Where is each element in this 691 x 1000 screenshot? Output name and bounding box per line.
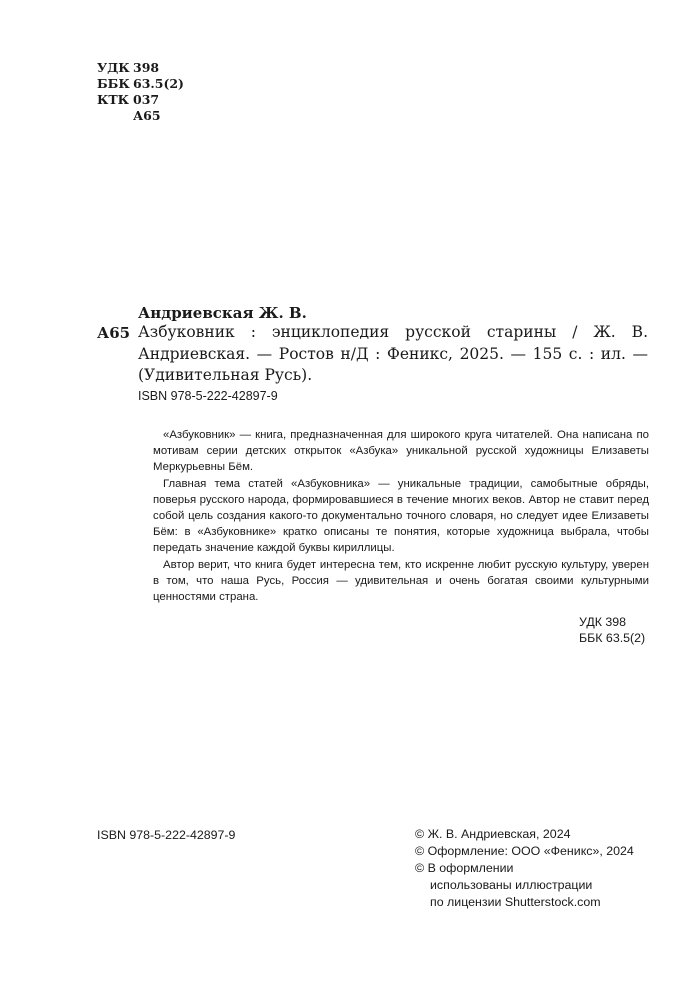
code-value: 398 [133,60,160,75]
copyright-license: по лицензии Shutterstock.com [430,895,601,909]
copyright-block [415,826,634,911]
annotation [153,427,649,605]
code-key: ББК [97,76,130,91]
code-key: УДК [97,60,130,75]
classification-bottom-right [579,614,645,646]
code-key: КТК [97,92,130,107]
udk-code-row [97,60,184,76]
copyright-author: © Ж. В. Андриевская, 2024 [415,827,571,841]
code-key [97,108,133,124]
bbk-code-row [97,76,184,92]
copyright-design: © Оформление: ООО «Феникс», 2024 [415,844,634,858]
author-sign-row [97,108,184,124]
code-value: А65 [133,108,161,123]
ktk-code-row [97,92,184,108]
code-value: 037 [133,92,160,107]
udk-label: УДК 398 [579,615,627,629]
bbk-label: ББК 63.5(2) [579,631,646,646]
copyright-illustrations: © В оформлении [415,861,514,875]
author-mark: А65 [97,324,131,342]
annotation-paragraph: Автор верит, что книга будет интересна тем, кто искренне любит русскую культуру, уверен в том, что наша Русь, Россия — удивительная и очень богатая своими культурными ценностями страна. [153,558,649,604]
author-heading: Андриевская Ж. В. [138,304,307,322]
isbn-bottom: ISBN 978-5-222-42897-9 [97,828,236,842]
classification-codes-block [97,60,184,124]
isbn-top: ISBN 978-5-222-42897-9 [138,389,278,403]
bibliographic-description: Азбуковник : энциклопедия русской старины / Ж. В. Андриевская. — Ростов н/Д : Феникс, 2025. — 155 с. : ил. — (Удивительная Русь). [138,323,648,384]
annotation-paragraph: Главная тема статей «Азбуковника» — уникальные традиции, самобытные обряды, поверья русского народа, формировавшиеся в течение многих веков. Автор не ставит перед собой цель создания какого-то документально точного словаря, но следует идее Елизаветы Бём: в «Азбуковнике» кратко описаны те понятия, которые художница выбрала, чтобы передать значение каждой буквы кириллицы. [153,477,649,555]
annotation-paragraph: «Азбуковник» — книга, предназначенная для широкого круга читателей. Она написана по мотивам серии детских открыток «Азбука» уникальной русской художницы Елизаветы Меркурьевны Бём. [153,429,649,474]
code-value: 63.5(2) [133,76,184,91]
copyright-illustrations-cont: использованы иллюстрации [430,878,593,892]
